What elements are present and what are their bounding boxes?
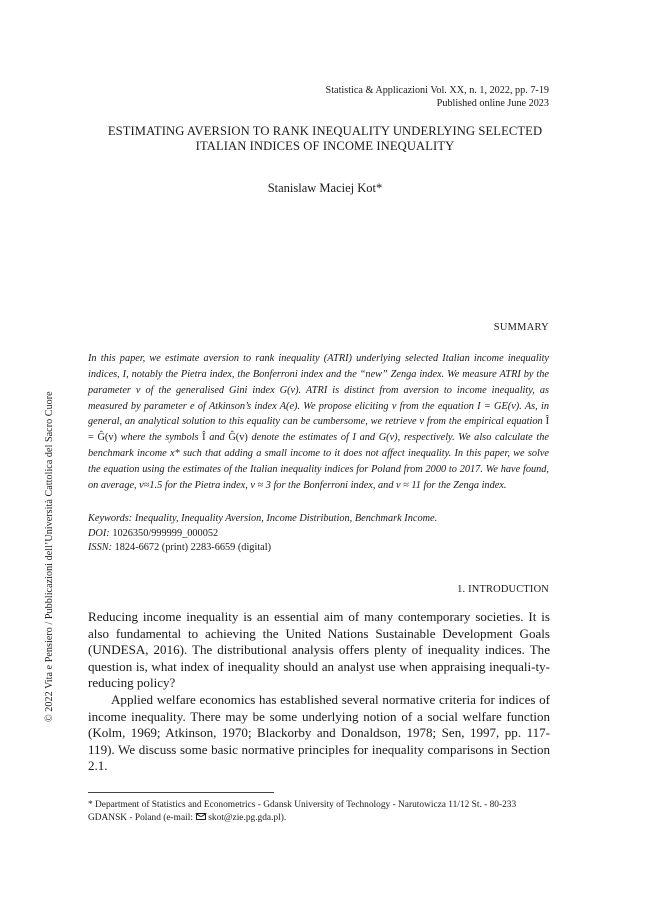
footnote-affiliation: * Department of Statistics and Econometrics - Gdansk University of Technology - Narutowicza 11/12 St. - 80-233 GDANSK - Poland (e-mail:: [88, 800, 517, 824]
abstract-symbol-i: Î: [202, 432, 206, 444]
footnote-closing: ).: [280, 813, 287, 824]
abstract-symbol-g: Ĝ(v): [228, 432, 248, 444]
issn-value: 1824-6672 (print) 2283-6659 (digital): [114, 542, 272, 554]
footnote-divider: [88, 792, 274, 793]
author-name: Stanislaw Maciej Kot*: [267, 181, 383, 195]
keywords-line: [88, 512, 558, 527]
intro-paragraph-1: Reducing income inequality is an essential aim of many contemporary societies. It is also fundamental to achieving the United Nations Sustainable Development Goals (UNDESA, 2016). The distributional analysis offers plenty of inequality indices. The question is, what index of inequality should an analyst use when appraising inequali-ty-reducing policy?: [88, 609, 550, 691]
paper-title: [80, 124, 570, 154]
keywords-label: Keywords:: [88, 513, 133, 524]
footnote-email[interactable]: skot@zie.pg.gda.pl: [208, 813, 281, 824]
abstract-part-4: denote the estimates of I and G(v), respectively. We also calculate the benchmark income x* such that adding a small income to it does not affect inequality. In this paper, we solve the equation using the estimates of the Italian inequality indices for Poland from 2000 to 2017. We have found, on average, v≈1.5 for the Pietra index, v ≈ 3 for the Bonferroni index, and v ≈ 11 for the Zenga index.: [88, 432, 549, 491]
journal-citation: Statistica & Applicazioni Vol. XX, n. 1, 2022, pp. 7-19: [325, 85, 549, 96]
introduction-body: [88, 609, 550, 775]
envelope-icon: [196, 813, 206, 820]
footnote: [88, 799, 553, 825]
publication-date: Published online June 2023: [436, 98, 549, 109]
title-line-2: ITALIAN INDICES OF INCOME INEQUALITY: [195, 139, 455, 153]
abstract-equation: Î = Ĝ(v): [88, 416, 549, 444]
issn-label: ISSN:: [88, 542, 113, 554]
doi-value[interactable]: 1026350/999999_000052: [112, 527, 219, 539]
doi-line: [88, 527, 558, 542]
title-line-1: ESTIMATING AVERSION TO RANK INEQUALITY UNDERLYING SELECTED: [107, 124, 543, 138]
abstract-part-2: where the symbols: [116, 432, 203, 444]
issn-line: [88, 541, 558, 556]
abstract-text: [88, 351, 549, 494]
summary-heading: SUMMARY: [493, 322, 549, 333]
journal-header: [326, 84, 549, 110]
abstract-part-3: and: [205, 432, 229, 444]
section-heading-introduction: 1. INTRODUCTION: [457, 584, 549, 595]
article-metadata: [88, 512, 558, 556]
abstract-part-1: In this paper, we estimate aversion to rank inequality (ATRI) underlying selected Italian income inequality indices, I, notably the Pietra index, the Bonferroni index and the “new” Zenga index. We measure ATRI by the parameter v of the generalised Gini index G(v). ATRI is distinct from aversion to income inequality, as measured by parameter e of Atkinson’s index A(e). We propose eliciting v from the equation I = GE(v). As, in general, an analytical solution to this equality can be cumbersome, we retrieve v from the empirical equation: [88, 353, 549, 428]
copyright-sidebar: © 2022 Vita e Pensiero / Pubblicazioni dell’Università Cattolica del Sacro Cuore: [44, 391, 55, 722]
keywords-text: Inequality, Inequality Aversion, Income Distribution, Benchmark Income.: [134, 513, 438, 524]
intro-paragraph-2: Applied welfare economics has established several normative criteria for indices of income inequality. There may be some underlying notion of a social welfare function (Kolm, 1969; Atkinson, 1970; Blackorby and Donaldson, 1978; Sen, 1997, pp. 117-119). We discuss some basic normative principles for inequality comparisons in Section 2.1.: [88, 691, 550, 774]
doi-label: DOI:: [88, 527, 110, 539]
